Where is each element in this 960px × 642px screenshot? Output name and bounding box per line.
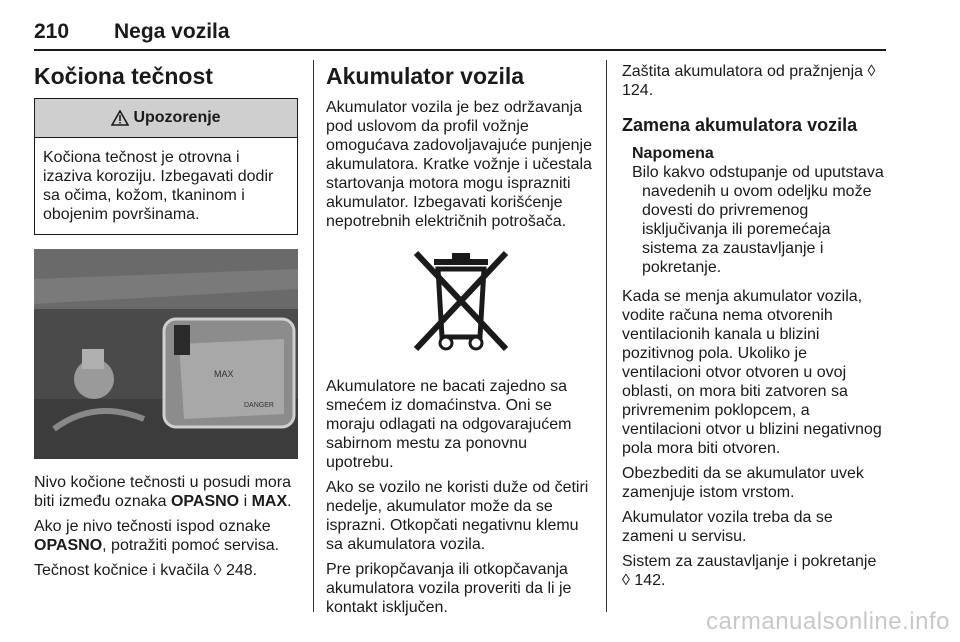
warning-text: Kočiona tečnost je otrovna i izaziva koroziju. Izbegavati dodir sa očima, kožom, tkaninom i obojenim površinama. bbox=[43, 149, 274, 223]
battery-maintenance-paragraph: Akumulator vozila je bez održavanja pod uslovom da profil vožnje omogućava zadovoljavajuće punjenje akumulatora. Kratke vožnje i učestala startovanja motora mogu isprazniti akumulator. Izbegavati korišćenje nepotrebnih električnih potrošača. bbox=[326, 99, 592, 230]
vent-paragraph: Kada se menja akumulator vozila, vodite računa nema otvorenih ventilacionih kanala u blizini pozitivnog pola. Ukoliko je ventilacioni otvor otvoren u ovoj oblasti, on mora biti zatvoren sa privremenim poklopcem, a ventilacioni otvor u blizini negativnog pola mora biti otvoren. bbox=[622, 288, 882, 457]
brake-fluid-heading: Kočiona tečnost bbox=[34, 63, 213, 89]
note-first-line: Bilo kakvo odstupanje od uputstava bbox=[632, 164, 884, 181]
disconnect-paragraph: Ako se vozilo ne koristi duže od četiri nedelje, akumulator može da se isprazni. Otkopčati negativnu klemu sa akumulatora vozila. bbox=[326, 479, 589, 553]
warning-box bbox=[34, 98, 298, 235]
page-number: 210 bbox=[34, 20, 70, 43]
column-battery-replacement bbox=[622, 62, 888, 596]
low-level-paragraph: Ako je nivo tečnosti ispod oznake OPASNO, potražiti pomoć servisa. bbox=[34, 518, 280, 554]
warning-label: Upozorenje bbox=[133, 109, 221, 126]
column-brake-fluid bbox=[34, 62, 298, 586]
column-divider-left bbox=[313, 60, 314, 612]
watermark: carmanualsonline.info bbox=[706, 608, 950, 635]
battery-heading: Akumulator vozila bbox=[326, 63, 525, 89]
tank-danger-label: DANGER bbox=[244, 402, 274, 409]
warning-triangle-icon bbox=[111, 110, 129, 126]
stop-start-reference: Sistem za zaustavljanje i pokretanje ◊ 142. bbox=[622, 553, 877, 589]
disposal-paragraph: Akumulatore ne bacati zajedno sa smećem iz domaćinstva. Oni se moraju odlagati na odgovarajućem sabirnom mestu za ponovnu upotrebu. bbox=[326, 378, 572, 471]
note-title: Napomena bbox=[632, 145, 714, 162]
ignition-paragraph: Pre prikopčavanja ili otkopčavanja akumulatora vozila proveriti da li je kontakt isključen. bbox=[326, 561, 572, 616]
service-paragraph: Akumulator vozila treba da se zameni u servisu. bbox=[622, 509, 833, 545]
replacement-heading: Zamena akumulatora vozila bbox=[622, 115, 858, 135]
column-battery bbox=[326, 62, 596, 623]
crossed-out-bin-icon bbox=[406, 245, 516, 357]
note-text: navedenih u ovom odeljku može dovesti do privremenog isključivanja ili poremećaja sistema za zaustavljanje i pokretanje. bbox=[642, 183, 872, 276]
header-divider bbox=[34, 49, 886, 51]
section-title: Nega vozila bbox=[114, 20, 230, 43]
warning-header bbox=[35, 99, 297, 138]
brake-fluid-reservoir-photo bbox=[34, 249, 298, 459]
brake-fluid-reference: Tečnost kočnice i kvačila ◊ 248. bbox=[34, 562, 258, 579]
level-paragraph: Nivo kočione tečnosti u posudi mora biti između oznaka OPASNO i MAX. bbox=[34, 474, 292, 510]
discharge-protection-reference: Zaštita akumulatora od pražnjenja ◊ 124. bbox=[622, 63, 876, 99]
note-block bbox=[622, 144, 888, 277]
same-type-paragraph: Obezbediti da se akumulator uvek zamenjuje istom vrstom. bbox=[622, 465, 864, 501]
column-divider-right bbox=[606, 60, 607, 612]
page-header bbox=[34, 0, 886, 52]
tank-max-label: MAX bbox=[214, 369, 234, 379]
